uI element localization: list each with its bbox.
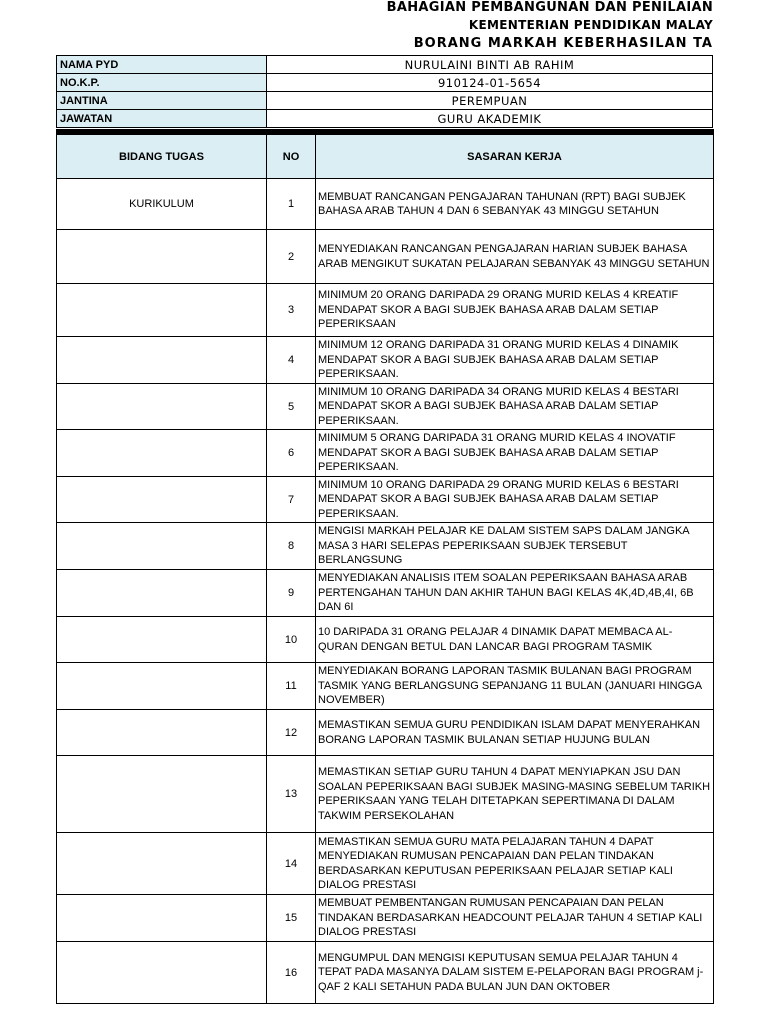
no-cell[interactable]: 8 — [267, 523, 316, 570]
info-value[interactable]: GURU AKADEMIK — [267, 110, 713, 128]
bidang-cell[interactable]: KURIKULUM — [57, 179, 267, 230]
table-row — [57, 523, 714, 570]
no-cell[interactable]: 1 — [267, 179, 316, 230]
table-row — [57, 230, 714, 284]
table-row — [57, 570, 714, 617]
bidang-cell[interactable] — [57, 337, 267, 384]
sasaran-cell[interactable]: MEMASTIKAN SETIAP GURU TAHUN 4 DAPAT MENYIAPKAN JSU DAN SOALAN PEPERIKSAAN BAGI SUBJEK MASING-MASING SEBELUM TARIKH PEPERIKSAAN YANG TELAH DITETAPKAN SEPERTIMANA DI DALAM TAKWIM PERSEKOLAHAN — [316, 756, 714, 833]
no-cell[interactable]: 6 — [267, 430, 316, 477]
no-cell[interactable]: 3 — [267, 284, 316, 337]
table-row — [57, 284, 714, 337]
info-label: JANTINA — [57, 92, 267, 110]
bidang-cell[interactable] — [57, 756, 267, 833]
info-row-nokp — [57, 74, 713, 92]
column-header-sasaran: SASARAN KERJA — [316, 135, 714, 179]
info-label: JAWATAN — [57, 110, 267, 128]
sasaran-cell[interactable]: MINIMUM 20 ORANG DARIPADA 29 ORANG MURID KELAS 4 KREATIF MENDAPAT SKOR A BAGI SUBJEK BAHASA ARAB DALAM SETIAP PEPERIKSAAN — [316, 284, 714, 337]
table-row — [57, 617, 714, 663]
no-cell[interactable]: 7 — [267, 477, 316, 523]
bidang-cell[interactable] — [57, 617, 267, 663]
no-cell[interactable]: 14 — [267, 833, 316, 895]
sasaran-cell[interactable]: MENYEDIAKAN BORANG LAPORAN TASMIK BULANAN BAGI PROGRAM TASMIK YANG BERLANGSUNG SEPANJANG 11 BULAN (JANUARI HINGGA NOVEMBER) — [316, 663, 714, 710]
info-value[interactable]: PEREMPUAN — [267, 92, 713, 110]
no-cell[interactable]: 5 — [267, 384, 316, 430]
bidang-cell[interactable] — [57, 710, 267, 756]
bidang-cell[interactable] — [57, 663, 267, 710]
sasaran-cell[interactable]: MINIMUM 12 ORANG DARIPADA 31 ORANG MURID KELAS 4 DINAMIK MENDAPAT SKOR A BAGI SUBJEK BAHASA ARAB DALAM SETIAP PEPERIKSAAN. — [316, 337, 714, 384]
column-header-bidang: BIDANG TUGAS — [57, 135, 267, 179]
sasaran-cell[interactable]: MEMBUAT PEMBENTANGAN RUMUSAN PENCAPAIAN DAN PELAN TINDAKAN BERDASARKAN HEADCOUNT PELAJAR TAHUN 4 SETIAP KALI DIALOG PRESTASI — [316, 895, 714, 942]
no-cell[interactable]: 10 — [267, 617, 316, 663]
table-row — [57, 663, 714, 710]
info-row-nama — [57, 56, 713, 74]
sasaran-cell[interactable]: MENGUMPUL DAN MENGISI KEPUTUSAN SEMUA PELAJAR TAHUN 4 TEPAT PADA MASANYA DALAM SISTEM E-PELAPORAN BAGI PROGRAM j-QAF 2 KALI SETAHUN PADA BULAN JUN DAN OKTOBER — [316, 942, 714, 1004]
bidang-cell[interactable] — [57, 284, 267, 337]
info-label: NO.K.P. — [57, 74, 267, 92]
bidang-cell[interactable] — [57, 833, 267, 895]
no-cell[interactable]: 4 — [267, 337, 316, 384]
bidang-cell[interactable] — [57, 230, 267, 284]
no-cell[interactable]: 16 — [267, 942, 316, 1004]
no-cell[interactable]: 9 — [267, 570, 316, 617]
table-row — [57, 477, 714, 523]
info-value[interactable]: NURULAINI BINTI AB RAHIM — [267, 56, 713, 74]
sasaran-cell[interactable]: MENYEDIAKAN ANALISIS ITEM SOALAN PEPERIKSAAN BAHASA ARAB PERTENGAHAN TAHUN DAN AKHIR TAHUN BAGI KELAS 4K,4D,4B,4I, 6B DAN 6I — [316, 570, 714, 617]
sasaran-cell[interactable]: MEMASTIKAN SEMUA GURU PENDIDIKAN ISLAM DAPAT MENYERAHKAN BORANG LAPORAN TASMIK BULANAN SETIAP HUJUNG BULAN — [316, 710, 714, 756]
sasaran-cell[interactable]: MENGISI MARKAH PELAJAR KE DALAM SISTEM SAPS DALAM JANGKA MASA 3 HARI SELEPAS PEPERIKSAAN SUBJEK TERSEBUT BERLANGSUNG — [316, 523, 714, 570]
info-table — [56, 55, 713, 128]
bidang-cell[interactable] — [57, 523, 267, 570]
sasaran-cell[interactable]: 10 DARIPADA 31 ORANG PELAJAR 4 DINAMIK DAPAT MEMBACA AL-QURAN DENGAN BETUL DAN LANCAR BAGI PROGRAM TASMIK — [316, 617, 714, 663]
sasaran-cell[interactable]: MEMASTIKAN SEMUA GURU MATA PELAJARAN TAHUN 4 DAPAT MENYEDIAKAN RUMUSAN PENCAPAIAN DAN PELAN TINDAKAN BERDASARKAN KEPUTUSAN PEPERIKSAAN PELAJAR SETIAP KALI DIALOG PRESTASI — [316, 833, 714, 895]
table-row — [57, 942, 714, 1004]
table-row — [57, 179, 714, 230]
sasaran-cell[interactable]: MENYEDIAKAN RANCANGAN PENGAJARAN HARIAN SUBJEK BAHASA ARAB MENGIKUT SUKATAN PELAJARAN SEBANYAK 43 MINGGU SETAHUN — [316, 230, 714, 284]
table-row — [57, 710, 714, 756]
table-row — [57, 337, 714, 384]
table-row — [57, 833, 714, 895]
table-row — [57, 895, 714, 942]
info-row-jantina — [57, 92, 713, 110]
sasaran-cell[interactable]: MEMBUAT RANCANGAN PENGAJARAN TAHUNAN (RPT) BAGI SUBJEK BAHASA ARAB TAHUN 4 DAN 6 SEBANYAK 43 MINGGU SETAHUN — [316, 179, 714, 230]
sasaran-table — [56, 134, 714, 1004]
sasaran-cell[interactable]: MINIMUM 10 ORANG DARIPADA 29 ORANG MURID KELAS 6 BESTARI MENDAPAT SKOR A BAGI SUBJEK BAHASA ARAB DALAM SETIAP PEPERIKSAAN. — [316, 477, 714, 523]
no-cell[interactable]: 15 — [267, 895, 316, 942]
bidang-cell[interactable] — [57, 430, 267, 477]
info-label: NAMA PYD — [57, 56, 267, 74]
table-row — [57, 756, 714, 833]
sasaran-cell[interactable]: MINIMUM 10 ORANG DARIPADA 34 ORANG MURID KELAS 4 BESTARI MENDAPAT SKOR A BAGI SUBJEK BAHASA ARAB DALAM SETIAP PEPERIKSAAN. — [316, 384, 714, 430]
bidang-cell[interactable] — [57, 384, 267, 430]
bidang-cell[interactable] — [57, 942, 267, 1004]
column-header-no: NO — [267, 135, 316, 179]
no-cell[interactable]: 11 — [267, 663, 316, 710]
info-value[interactable]: 910124-01-5654 — [267, 74, 713, 92]
table-header-row — [57, 135, 714, 179]
form-title: BORANG MARKAH KEBERHASILAN TA — [413, 36, 713, 51]
header-line-1: BAHAGIAN PEMBANGUNAN DAN PENILAIAN — [386, 0, 713, 15]
table-row — [57, 384, 714, 430]
bidang-cell[interactable] — [57, 477, 267, 523]
no-cell[interactable]: 2 — [267, 230, 316, 284]
sasaran-cell[interactable]: MINIMUM 5 ORANG DARIPADA 31 ORANG MURID KELAS 4 INOVATIF MENDAPAT SKOR A BAGI SUBJEK BAHASA ARAB DALAM SETIAP PEPERIKSAAN. — [316, 430, 714, 477]
bidang-cell[interactable] — [57, 895, 267, 942]
header-line-2: KEMENTERIAN PENDIDIKAN MALAY — [468, 18, 713, 32]
info-row-jawatan — [57, 110, 713, 128]
table-row — [57, 430, 714, 477]
no-cell[interactable]: 13 — [267, 756, 316, 833]
no-cell[interactable]: 12 — [267, 710, 316, 756]
bidang-cell[interactable] — [57, 570, 267, 617]
